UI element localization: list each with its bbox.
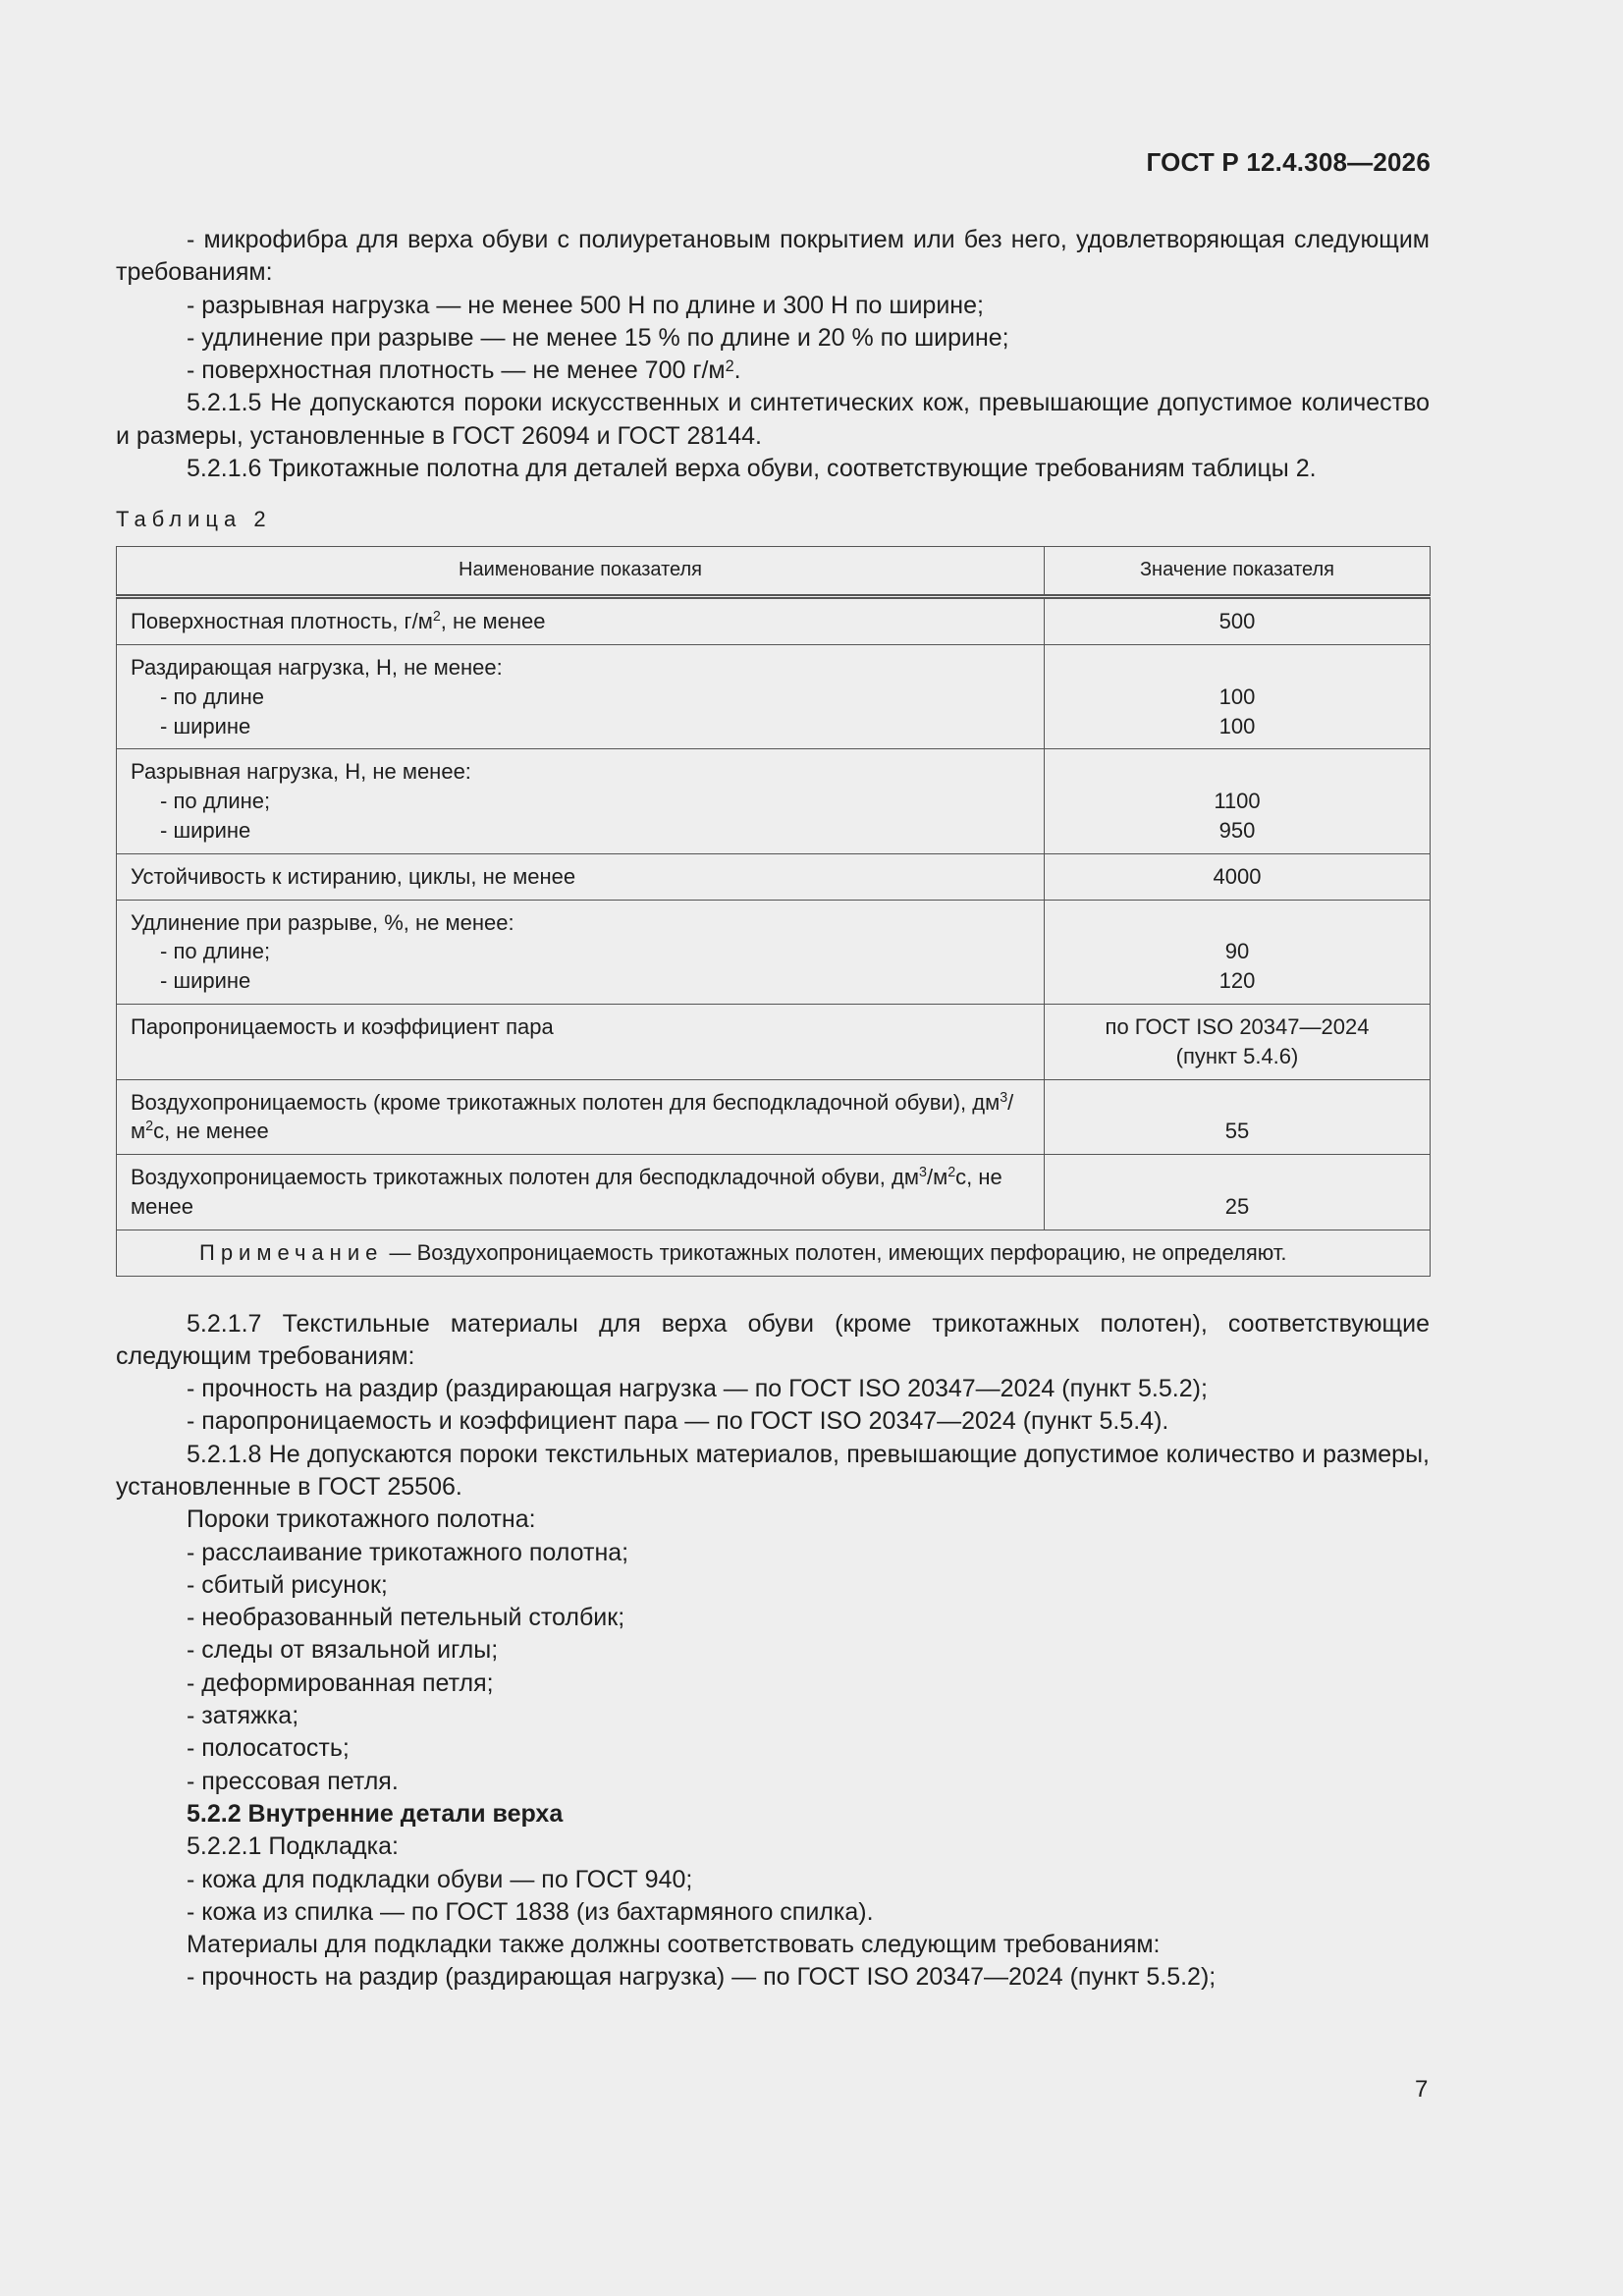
cell-value: (пункт 5.4.6) (1175, 1043, 1299, 1068)
cell-subitem: - ширине (160, 817, 251, 843)
paragraph-5-2-1-8: 5.2.1.8 Не допускаются пороки текстильных материалов, превышающие допустимое количество и размеры, установленные в ГОСТ 25506. (116, 1440, 1430, 1501)
cell-text: /м (926, 1165, 948, 1190)
cell-text: Удлинение при разрыве, %, не менее: (131, 909, 514, 935)
list-item: - следы от вязальной иглы; (187, 1636, 499, 1665)
table-cell-name (117, 1079, 1045, 1155)
note-label: Примечание (199, 1239, 384, 1265)
paragraph-5-2-2-1: 5.2.2.1 Подкладка: (187, 1832, 399, 1861)
superscript: 2 (947, 1165, 956, 1181)
cell-value: 950 (1218, 817, 1256, 843)
table-row (117, 597, 1431, 645)
table-cell-value: 25 (1045, 1155, 1431, 1230)
cell-subitem: - по длине; (160, 939, 271, 964)
list-item: - кожа из спилка — по ГОСТ 1838 (из бахтармяного спилка). (187, 1897, 874, 1926)
list-item-text: - поверхностная плотность — не менее 700 г/м (187, 356, 726, 385)
table-caption: Таблица 2 (116, 507, 272, 532)
paragraph-5-2-1-5: 5.2.1.5 Не допускаются пороки искусственных и синтетических кож, превышающие допустимое количество и размеры, установленные в ГОСТ 26094 и ГОСТ 28144. (116, 389, 1430, 450)
table-cell-value: 55 (1045, 1079, 1431, 1155)
table-cell-name: Паропроницаемость и коэффициент пара (117, 1004, 1045, 1079)
paragraph-5-2-1-6: 5.2.1.6 Трикотажные полотна для деталей верха обуви, соответствующие требованиям таблицы 2. (187, 455, 1317, 483)
table-cell-name (117, 597, 1045, 645)
list-item: - полосатость; (187, 1734, 350, 1763)
cell-text: Воздухопроницаемость (кроме трикотажных полотен для бесподкладочной обуви), дм (131, 1089, 1001, 1115)
table-cell-value: 4000 (1045, 853, 1431, 900)
superscript: 2 (145, 1119, 154, 1135)
defects-title: Пороки трикотажного полотна: (187, 1505, 536, 1534)
cell-text: с, не менее (131, 1165, 1002, 1219)
table-note-row (117, 1230, 1431, 1276)
list-item: - затяжка; (187, 1702, 299, 1730)
document-header: ГОСТ Р 12.4.308—2026 (1146, 147, 1431, 177)
page-body (116, 224, 1430, 1995)
table-header-row (117, 547, 1431, 597)
cell-value: 100 (1218, 683, 1256, 709)
cell-subitem: - ширине (160, 968, 251, 994)
superscript: 2 (725, 357, 734, 376)
superscript: 3 (1000, 1089, 1008, 1106)
period: . (733, 356, 741, 385)
list-item: - необразованный петельный столбик; (187, 1604, 625, 1632)
list-item: - кожа для подкладки обуви — по ГОСТ 940; (187, 1865, 693, 1893)
cell-text: с, не менее (153, 1119, 269, 1144)
cell-subitem: - по длине; (160, 789, 271, 814)
requirements-table (116, 546, 1431, 1276)
table-row (117, 1155, 1431, 1230)
table-row (117, 1004, 1431, 1079)
cell-text: Воздухопроницаемость трикотажных полотен для бесподкладочной обуви, дм (131, 1165, 919, 1190)
table-row (117, 1079, 1431, 1155)
note-text: — Воздухопроницаемость трикотажных полотен, имеющих перфорацию, не определяют. (383, 1239, 1287, 1265)
column-header-name: Наименование показателя (117, 547, 1045, 597)
list-item: - паропроницаемость и коэффициент пара — по ГОСТ ISO 20347—2024 (пункт 5.5.4). (187, 1407, 1169, 1436)
table-cell-value (1045, 749, 1431, 853)
table-cell-name (117, 749, 1045, 853)
cell-text: Разрывная нагрузка, Н, не менее: (131, 759, 471, 785)
table-cell-value: 500 (1045, 597, 1431, 645)
list-item: - прессовая петля. (187, 1767, 399, 1795)
paragraph-5-2-1-7: 5.2.1.7 Текстильные материалы для верха обуви (кроме трикотажных полотен), соответствующие следующим требованиям: (116, 1309, 1430, 1370)
list-item: - деформированная петля; (187, 1668, 494, 1697)
page-number: 7 (1415, 2076, 1429, 2103)
section-heading-5-2-2: 5.2.2 Внутренние детали верха (187, 1799, 564, 1828)
cell-text: Поверхностная плотность, г/м (131, 609, 433, 634)
list-item: - прочность на раздир (раздирающая нагрузка — по ГОСТ ISO 20347—2024 (пункт 5.5.2); (187, 1375, 1208, 1403)
cell-value: 90 (1224, 939, 1250, 964)
cell-value: 120 (1218, 968, 1256, 994)
paragraph-lining-requirements: Материалы для подкладки также должны соответствовать следующим требованиям: (187, 1931, 1161, 1959)
cell-text: , не менее (440, 609, 546, 634)
table-cell-value (1045, 644, 1431, 748)
table-cell-name (117, 900, 1045, 1004)
list-item (116, 355, 1430, 387)
cell-text: Раздирающая нагрузка, Н, не менее: (131, 654, 503, 680)
paragraph-microfiber: - микрофибра для верха обуви с полиуретановым покрытием или без него, удовлетворяющая следующим требованиям: (116, 226, 1430, 287)
cell-value: 1100 (1214, 789, 1261, 814)
list-item: - расслаивание трикотажного полотна; (187, 1538, 629, 1566)
table-row (117, 853, 1431, 900)
cell-subitem: - ширине (160, 713, 251, 738)
table-cell-value (1045, 900, 1431, 1004)
superscript: 2 (432, 609, 441, 626)
cell-value: по ГОСТ ISO 20347—2024 (1105, 1013, 1370, 1039)
cell-value: 100 (1218, 713, 1256, 738)
list-item: - сбитый рисунок; (187, 1570, 388, 1599)
table-row (117, 900, 1431, 1004)
table-row (117, 749, 1431, 853)
table-cell-value (1045, 1004, 1431, 1079)
list-item: - удлинение при разрыве — не менее 15 % по длине и 20 % по ширине; (187, 323, 1009, 352)
list-item: - прочность на раздир (раздирающая нагрузка) — по ГОСТ ISO 20347—2024 (пункт 5.5.2); (187, 1963, 1217, 1992)
table-cell-name: Устойчивость к истиранию, циклы, не менее (117, 853, 1045, 900)
table-cell-name (117, 644, 1045, 748)
cell-subitem: - по длине (160, 683, 265, 709)
table-note (117, 1230, 1431, 1276)
table-cell-name (117, 1155, 1045, 1230)
table-row (117, 644, 1431, 748)
superscript: 3 (919, 1165, 927, 1181)
list-item: - разрывная нагрузка — не менее 500 Н по длине и 300 Н по ширине; (187, 291, 984, 319)
column-header-value: Значение показателя (1045, 547, 1431, 597)
cell-text: /м (131, 1089, 1014, 1144)
